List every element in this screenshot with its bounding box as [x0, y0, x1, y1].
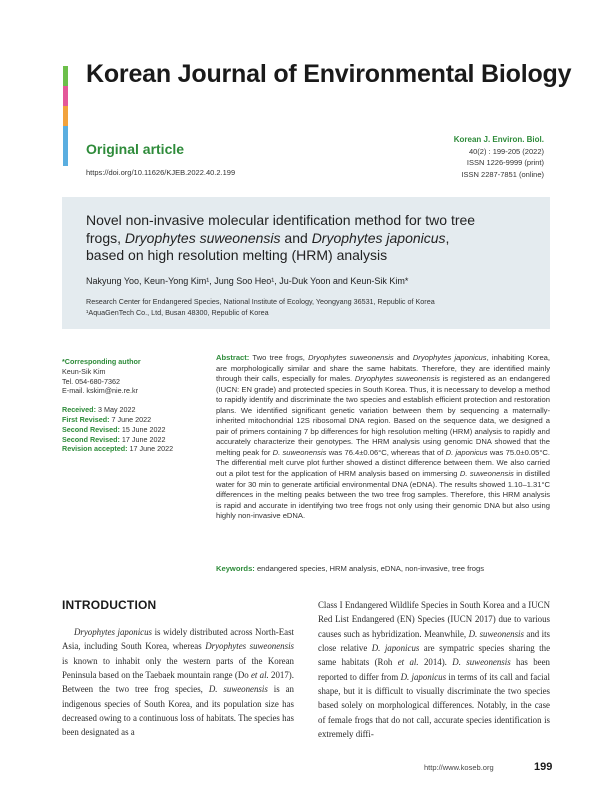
title-line-1: Novel non-invasive molecular identification method for two tree [86, 212, 476, 228]
section-heading: INTRODUCTION [62, 598, 157, 612]
issn-print: ISSN 1226-9999 (print) [466, 158, 544, 167]
issn-online: ISSN 2287-7851 (online) [461, 169, 544, 179]
species-name: Dryophytes japonicus [311, 229, 446, 246]
keywords-label: Keywords: [216, 564, 255, 573]
species-name: Dryophytes suweonensis [124, 229, 281, 246]
journal-meta [454, 134, 544, 180]
date-second-revised-2: Second Revised: 17 June 2022 [62, 434, 166, 444]
date-received: Received: 3 May 2022 [62, 405, 136, 415]
title-line-2: frogs, Dryophytes suweonensis and Dryophytes japonicus, [86, 229, 450, 246]
date-first-revised: First Revised: 7 June 2022 [62, 414, 152, 424]
doi-link[interactable]: https://doi.org/10.11626/KJEB.2022.40.2.199 [86, 168, 236, 177]
affiliations [86, 296, 546, 318]
date-second-revised: Second Revised: 15 June 2022 [62, 424, 166, 434]
abstract-label: Abstract: [216, 353, 250, 362]
title-line-3: based on high resolution melting (HRM) analysis [86, 247, 388, 263]
journal-volume: 40(2) : 199-205 (2022) [468, 146, 544, 156]
color-bar-green [63, 66, 68, 86]
corresponding-label: *Corresponding author [62, 357, 141, 366]
abstract: Abstract: Two tree frogs, Dryophytes suweonensis and Dryophytes japonicus, inhabiting Korea, are morphologically similar and share the same habitats. Therefore, they are identified mainly through their calls, especially for males. Dryophytes suweonensis is registered as an endangered (IUCN: EN grade) and protected species in South Korea. Thus, it is necessary to develop a method to rapidly identify and discriminate the two species and establish efficient protection and restoration plans. We identified significant genetic variation between them by sequencing a maternally-inherited mitochondrial 12S ribosomal DNA region. Based on the sequence data, we designed a pair of primers containing 7 bp differences for high resolution melting (HRM) analysis to rapidly and accurately characterize their genotypes. The HRM analysis using genomic DNA showed that the melting peak for D. suweonensis was 76.4±0.06°C, whereas that of D. japonicus was 75.0±0.05°C. The differential melt curve plot further showed a distinct difference between them. We also carried out a pilot test for the application of HRM analysis based on immersing D. suweonensis in distilled water for 30 min to generate artificial environmental DNA (eDNA). The results showed 1.10–1.31°C differences in the melting peaks between the two tree frog samples. Therefore, this HRM analysis is rapid and accurate in identifying two tree frogs not only using their genomic DNA but also using highly non-invasive eDNA. [216, 353, 551, 521]
affiliation: ¹AquaGenTech Co., Ltd, Busan 48300, Republic of Korea [86, 308, 269, 317]
date-revision-accepted: Revision accepted: 17 June 2022 [62, 444, 174, 454]
intro-right-column: Class I Endangered Wildlife Species in South Korea and a IUCN Red List Endangered (EN) Species (IUCN 2017) due to various causes such as hybridization. Meanwhile, D. suweonensis and its close relative D. japonicus are sympatric species sharing the same habitats (Roh et al. 2014). D. suweonensis has been reported to differ from D. japonicus in terms of its call and facial shape, but it is difficult to visually discriminate the two species based solely on morphological differences. Notably, in the case of female frogs that do not call, accurate species identification is extremely diffi- [318, 600, 551, 740]
journal-title: Korean Journal of Environmental Biology [86, 60, 572, 88]
article-type: Original article [86, 141, 185, 157]
article-info [62, 357, 202, 454]
paper-title [86, 212, 536, 265]
keywords: Keywords: endangered species, HRM analysis, eDNA, non-invasive, tree frogs [216, 564, 485, 573]
footer-url[interactable]: http://www.koseb.org [424, 763, 494, 772]
page-number: 199 [534, 761, 553, 773]
corresponding-tel: Tel. 054-680-7362 [62, 376, 120, 386]
color-bar-orange [63, 106, 68, 126]
journal-abbr: Korean J. Environ. Biol. [453, 135, 544, 144]
affiliation: Research Center for Endangered Species, National Institute of Ecology, Yeongyang 36531, Republic of Korea [86, 297, 435, 306]
color-bar-pink [63, 86, 68, 106]
corresponding-name: Keun-Sik Kim [62, 366, 106, 376]
corresponding-email[interactable]: E-mail. kskim@nie.re.kr [62, 386, 138, 396]
color-bar-blue [63, 126, 68, 166]
intro-left-column: Dryophytes japonicus is widely distributed across North-East Asia, including South Korea, whereas Dryophytes suweonensis is known to inhabit only the western parts of the Korean Peninsula based on the Taebaek mountain range (Do et al. 2017). Between the two tree frog species, D. suweonensis is an indigenous species of South Korea, and its population size has decreased owing to a continuous loss of habitats. The species has been designated as a [62, 627, 294, 738]
author-list: Nakyung Yoo, Keun-Yong Kim¹, Jung Soo Heo¹, Ju-Duk Yoon and Keun-Sik Kim* [86, 276, 409, 286]
